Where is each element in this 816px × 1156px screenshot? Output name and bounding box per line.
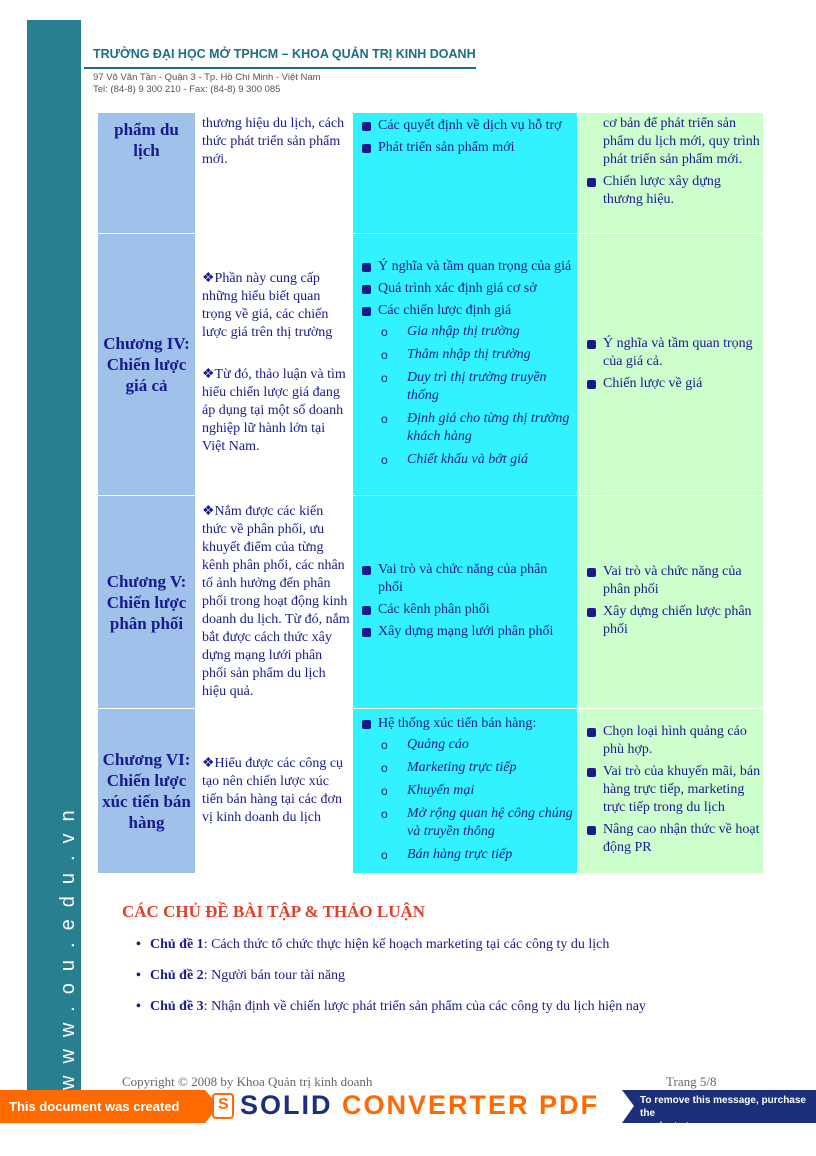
chapter-cell: Chương IV: Chiến lược giá cả — [98, 234, 196, 496]
list-item: Vai trò của khuyến mãi, bán hàng trực tiếp, marketing trực tiếp trong du lịch — [584, 763, 761, 817]
topic-label: Chủ đề 2 — [150, 968, 204, 983]
sub-list-item: o Thâm nhập thị trường — [359, 346, 575, 364]
syllabus-table — [97, 112, 764, 874]
list-item-label: Hệ thống xúc tiến bán hàng: — [378, 716, 537, 731]
side-url — [27, 700, 81, 1090]
list-item: Các quyết định về dịch vụ hỗ trợ — [359, 117, 575, 135]
content-cell — [353, 496, 578, 709]
exercise-list — [136, 935, 696, 1028]
list-item: Chiến lược xây dựng thương hiệu. — [584, 173, 761, 209]
exercises-title: CÁC CHỦ ĐỀ BÀI TẬP & THẢO LUẬN — [122, 902, 426, 921]
converter-banner[interactable] — [0, 1087, 816, 1147]
focus-cell — [578, 709, 764, 874]
purchase-line: product at www.SolidDocuments.com — [640, 1121, 768, 1145]
list-item: Chiến lược về giá — [584, 375, 761, 393]
list-item: Xây dựng mạng lưới phân phối — [359, 623, 575, 641]
list-item — [359, 302, 575, 469]
header-title: TRƯỜNG ĐẠI HỌC MỞ TPHCM – KHOA QUẢN TRỊ KINH DOANH — [93, 47, 476, 61]
sub-list-item: o Quảng cáo — [359, 736, 575, 754]
objective-text: ❖Phần này cung cấp những hiểu biết quan trọng về giá, các chiến lược giá trên thị trường — [202, 270, 333, 340]
list-item: Chọn loại hình quảng cáo phù hợp. — [584, 723, 761, 759]
sub-list-item: o Bán hàng trực tiếp — [359, 846, 575, 864]
brand-name — [240, 1090, 599, 1121]
content-cell — [353, 234, 578, 496]
list-item: Quá trình xác định giá cơ sở — [359, 280, 575, 298]
objective-text: ❖Từ đó, thảo luận và tìm hiểu chiến lược giá đang áp dụng tại một số doanh nghiệp lữ hành lớn tại Việt Nam. — [202, 366, 346, 454]
list-item — [136, 935, 696, 955]
solid-logo-icon — [212, 1093, 234, 1119]
table-row — [98, 709, 764, 874]
list-item — [359, 715, 575, 864]
page-number: Trang 5/8 — [666, 1074, 717, 1089]
sub-list-item: o Gia nhập thị trường — [359, 323, 575, 341]
table-row — [98, 234, 764, 496]
objective-cell — [196, 496, 353, 709]
objective-text: ❖Hiểu được các công cụ tạo nên chiến lược xúc tiến bán hàng tại các đơn vị kinh doanh du lịch — [202, 756, 344, 825]
content-cell — [353, 113, 578, 234]
brand-word: CONVERTER PDF — [342, 1090, 600, 1120]
list-item — [136, 997, 696, 1017]
sub-list-item: o Khuyến mại — [359, 782, 575, 800]
chapter-cell: Chương VI: Chiến lược xúc tiến bán hàng — [98, 709, 196, 874]
content-cell — [353, 709, 578, 874]
sub-list-item: o Chiết khấu và bớt giá — [359, 451, 575, 469]
sub-list-item: o Mở rộng quan hệ công chúng và truyền thông — [359, 805, 575, 841]
list-item — [136, 966, 696, 986]
focus-cell — [578, 113, 764, 234]
objective-text: ❖Nắm được các kiến thức về phân phối, ưu khuyết điểm của từng kênh phân phối, các nhân tố ảnh hưởng đến phân phối trong hoạt động kinh doanh du lịch. Từ đó, nắm bắt được cách thức xây dựng mạng lưới phân phối sản phẩm du lịch hiệu quả. — [202, 504, 350, 699]
sub-list-item: o Duy trì thị trường truyền thống — [359, 369, 575, 405]
header-divider — [84, 67, 476, 69]
header-address: 97 Võ Văn Tần - Quận 3 - Tp. Hồ Chí Minh - Việt Nam — [93, 72, 321, 83]
list-item: Ý nghĩa và tầm quan trọng của giá — [359, 258, 575, 276]
list-item-label: Các chiến lược định giá — [378, 302, 512, 318]
chapter-cell: phẩm du lịch — [98, 113, 196, 234]
objective-cell — [196, 113, 353, 234]
banner-left-text: This document was created using — [0, 1090, 205, 1123]
list-item: Ý nghĩa và tầm quan trọng của giá cả. — [584, 335, 761, 371]
list-item: Xây dựng chiến lược phân phối — [584, 603, 761, 639]
objective-cell — [196, 234, 353, 496]
topic-text: : Người bán tour tài năng — [203, 968, 346, 983]
focus-cell — [578, 234, 764, 496]
sub-list-item: o Marketing trực tiếp — [359, 759, 575, 777]
topic-label: Chủ đề 3 — [150, 999, 204, 1014]
list-item: Phát triển sản phẩm mới — [359, 139, 575, 157]
list-item: Vai trò và chức năng của phân phối — [584, 563, 761, 599]
list-item: Vai trò và chức năng của phân phối — [359, 561, 575, 597]
list-item: Nâng cao nhận thức về hoạt động PR — [584, 821, 761, 857]
purchase-line: To remove this message, purchase the — [640, 1095, 806, 1119]
topic-label: Chủ đề 1 — [150, 937, 204, 952]
copyright: Copyright © 2008 by Khoa Quản trị kinh doanh — [122, 1074, 373, 1089]
topic-text: : Nhận định về chiến lược phát triển sản phẩm của các công ty du lịch hiện nay — [203, 999, 646, 1014]
objective-text: thương hiệu du lịch, cách thức phát triển sản phẩm mới. — [202, 116, 345, 167]
purchase-link[interactable] — [622, 1090, 816, 1145]
focus-cell — [578, 496, 764, 709]
side-url-text: www.ou.edu.vn — [57, 798, 79, 1090]
list-item: Các kênh phân phối — [359, 601, 575, 619]
table-row — [98, 113, 764, 234]
objective-cell — [196, 709, 353, 874]
topic-text: : Cách thức tổ chức thực hiện kế hoạch marketing tại các công ty du lịch — [203, 937, 610, 952]
chapter-cell: Chương V: Chiến lược phân phối — [98, 496, 196, 709]
brand-word: SOLID — [240, 1090, 333, 1120]
focus-intro: cơ bản để phát triển sản phẩm du lịch mới, quy trình phát triển sản phẩm mới. — [603, 116, 760, 167]
table-row — [98, 496, 764, 709]
sub-list-item: o Định giá cho từng thị trường khách hàng — [359, 410, 575, 446]
header-tel: Tel: (84-8) 9 300 210 - Fax: (84-8) 9 300 085 — [93, 84, 281, 95]
